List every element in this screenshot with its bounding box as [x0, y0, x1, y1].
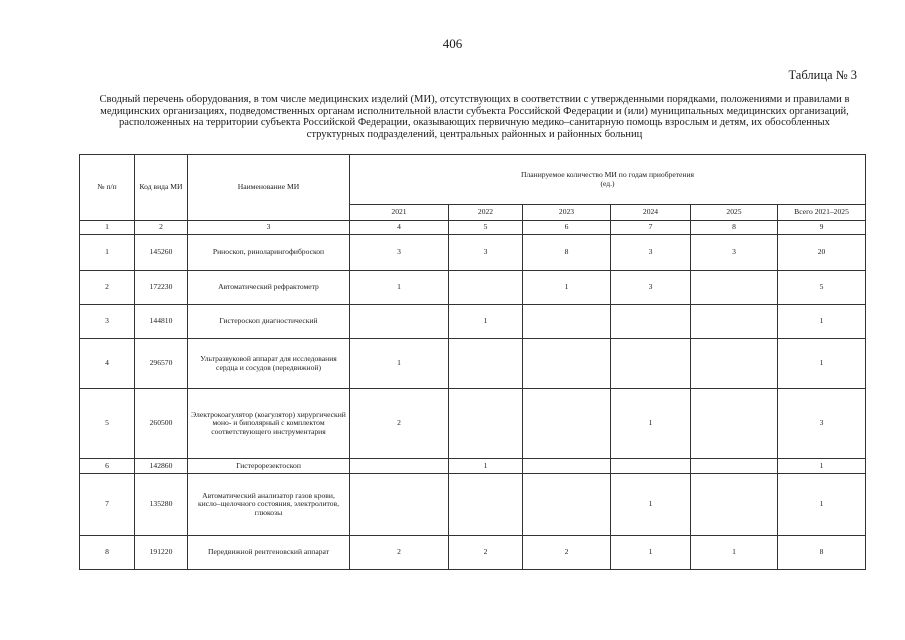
header-year: 2023	[523, 205, 611, 221]
row-value: 1	[611, 474, 691, 536]
row-value	[523, 305, 611, 339]
row-value: 3	[611, 235, 691, 271]
row-code: 135280	[135, 474, 188, 536]
header-code: Код вида МИ	[135, 155, 188, 221]
column-number: 2	[135, 221, 188, 235]
row-value: 2	[449, 536, 523, 570]
row-name: Риноскоп, риноларингофиброскоп	[188, 235, 350, 271]
row-name: Передвижной рентгеновский аппарат	[188, 536, 350, 570]
table-row	[80, 459, 866, 474]
table-row	[80, 305, 866, 339]
row-value: 3	[449, 235, 523, 271]
column-number: 4	[350, 221, 449, 235]
document-title	[78, 94, 871, 140]
row-num: 5	[80, 389, 135, 459]
row-value	[449, 389, 523, 459]
row-total: 8	[778, 536, 866, 570]
row-name: Ультразвуковой аппарат для исследования сердца и сосудов (передвижной)	[188, 339, 350, 389]
row-num: 3	[80, 305, 135, 339]
row-value	[691, 459, 778, 474]
header-year: 2024	[611, 205, 691, 221]
row-code: 260500	[135, 389, 188, 459]
row-value	[611, 459, 691, 474]
title-line: расположенных на территории субъекта Российской Федерации, оказывающих первичную медико–санитарную помощь взрослым и детям, их обособленных	[119, 117, 830, 129]
row-total: 1	[778, 474, 866, 536]
header-plan-unit: (ед.)	[600, 178, 615, 188]
header-plan	[350, 155, 866, 205]
row-value	[691, 305, 778, 339]
row-value	[523, 459, 611, 474]
row-total: 3	[778, 389, 866, 459]
row-value	[523, 339, 611, 389]
column-number: 6	[523, 221, 611, 235]
row-code: 172230	[135, 271, 188, 305]
column-number: 5	[449, 221, 523, 235]
row-total: 1	[778, 305, 866, 339]
table-row	[80, 339, 866, 389]
row-total: 1	[778, 339, 866, 389]
page-number: 406	[442, 36, 463, 51]
row-num: 7	[80, 474, 135, 536]
row-value: 1	[523, 271, 611, 305]
row-code: 144810	[135, 305, 188, 339]
row-value	[523, 389, 611, 459]
column-number: 1	[80, 221, 135, 235]
title-line: структурных подразделений, центральных районных и районных больниц	[306, 128, 643, 140]
column-number: 8	[691, 221, 778, 235]
row-code: 296570	[135, 339, 188, 389]
row-value: 1	[449, 459, 523, 474]
row-value	[611, 339, 691, 389]
row-value	[691, 389, 778, 459]
row-name: Автоматический рефрактометр	[188, 271, 350, 305]
row-num: 1	[80, 235, 135, 271]
row-code: 142860	[135, 459, 188, 474]
row-value: 1	[611, 536, 691, 570]
row-value	[449, 271, 523, 305]
row-name: Гистерорезектоскоп	[188, 459, 350, 474]
row-name: Автоматический анализатор газов крови, кисло–щелочного состояния, электролитов, глюкозы	[188, 474, 350, 536]
row-value: 2	[350, 389, 449, 459]
row-value	[691, 271, 778, 305]
row-value	[611, 305, 691, 339]
row-value: 8	[523, 235, 611, 271]
column-number: 9	[778, 221, 866, 235]
table-label: Таблица № 3	[788, 68, 857, 82]
row-num: 4	[80, 339, 135, 389]
row-value: 3	[350, 235, 449, 271]
header-plan-title: Планируемое количество МИ по годам приобретения	[521, 169, 695, 179]
row-total: 1	[778, 459, 866, 474]
row-code: 191220	[135, 536, 188, 570]
table-row	[80, 389, 866, 459]
column-number: 7	[611, 221, 691, 235]
row-total: 20	[778, 235, 866, 271]
row-value: 1	[350, 339, 449, 389]
row-value: 2	[350, 536, 449, 570]
table-row	[80, 271, 866, 305]
row-value: 1	[449, 305, 523, 339]
row-value: 1	[691, 536, 778, 570]
row-value	[449, 474, 523, 536]
header-year: 2022	[449, 205, 523, 221]
header-year: 2025	[691, 205, 778, 221]
row-code: 145260	[135, 235, 188, 271]
row-value	[691, 474, 778, 536]
row-value	[350, 459, 449, 474]
row-value	[350, 305, 449, 339]
row-value	[691, 339, 778, 389]
table-row	[80, 235, 866, 271]
header-year: 2021	[350, 205, 449, 221]
row-name: Электрокоагулятор (коагулятор) хирургический моно- и биполярный с комплектом соответствующего инструментария	[188, 389, 350, 459]
title-line: Сводный перечень оборудования, в том числе медицинских изделий (МИ), отсутствующих в соответствии с утвержденными порядками, положениями и правилами в	[99, 94, 850, 105]
table-row	[80, 536, 866, 570]
column-number: 3	[188, 221, 350, 235]
header-name: Наименование МИ	[188, 155, 350, 221]
row-value: 1	[611, 389, 691, 459]
row-value	[449, 339, 523, 389]
header-num: № п/п	[80, 155, 135, 221]
table-row	[80, 474, 866, 536]
row-num: 8	[80, 536, 135, 570]
row-num: 2	[80, 271, 135, 305]
row-value: 3	[691, 235, 778, 271]
row-value: 3	[611, 271, 691, 305]
row-name: Гистероскоп диагностический	[188, 305, 350, 339]
row-value: 2	[523, 536, 611, 570]
equipment-table	[79, 154, 866, 570]
row-value	[523, 474, 611, 536]
row-num: 6	[80, 459, 135, 474]
title-line: медицинских организациях, подведомственных органам исполнительной власти субъекта Российской Федерации и (или) муниципальных медицинских организаций,	[100, 105, 849, 117]
row-value: 1	[350, 271, 449, 305]
row-value	[350, 474, 449, 536]
row-total: 5	[778, 271, 866, 305]
header-total: Всего 2021–2025	[778, 205, 866, 221]
